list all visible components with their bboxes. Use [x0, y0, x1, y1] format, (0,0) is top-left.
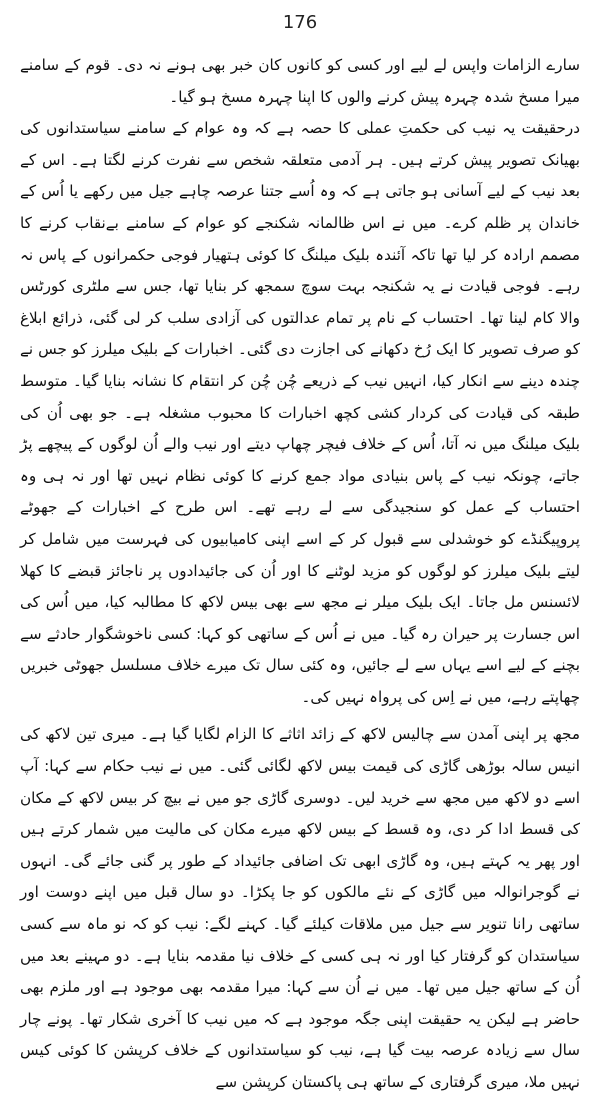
paragraph-1: سارے الزامات واپس لے لیے اور کسی کو کانوں کان خبر بھی ہونے نہ دی۔ قوم کے سامنے میرا مسخ شدہ چہرہ پیش کرنے والوں کا اپنا چہرہ مسخ ہو گیا۔	[20, 56, 580, 106]
page-number: 176	[282, 12, 318, 33]
paragraph-2: درحقیقت یہ نیب کی حکمتِ عملی کا حصہ ہے کہ وہ عوام کے سامنے سیاستدانوں کی بھیانک تصویر پیش کرتے ہیں۔ ہر آدمی متعلقہ شخص سے نفرت کرنے لگتا ہے۔ اس کے بعد نیب کے لیے آسانی ہو جاتی ہے کہ وہ اُسے جتنا عرصہ چاہے جیل میں رکھے یا اُس کے خاندان پر ظلم کرے۔ میں نے اس ظالمانہ شکنجے کو عوام کے سامنے بےنقاب کرنے کا مصمم ارادہ کر لیا تھا تاکہ آئندہ بلیک میلنگ کا کوئی ہتھیار فوجی حکمرانوں کے پاس نہ رہے۔ فوجی قیادت نے یہ شکنجہ بہت سوچ سمجھ کر بنایا تھا، جس سے ملٹری کورٹس والا کام لینا تھا۔ احتساب کے نام پر تمام عدالتوں کی آزادی سلب کر لی گئی، ذرائع ابلاغ کو صرف تصویر کا ایک رُخ دکھانے کی اجازت دی گئی۔ اخبارات کے بلیک میلرز کو جس نے چندہ دینے سے انکار کیا، انہیں نیب کے ذریعے چُن چُن کر انتقام کا نشانہ بنایا گیا۔ متوسط طبقہ کی قیادت کی کردار کشی کچھ اخبارات کا محبوب مشغلہ ہے۔ جو بھی اُن کی بلیک میلنگ میں نہ آتا، اُس کے خلاف فیچر چھاپ دیتے اور نیب والے اُن لوگوں کے پیچھے پڑ جاتے، چونکہ نیب کے پاس بنیادی مواد جمع کرنے کا کوئی نظام نہیں تھا اور نہ ہی وہ احتساب کے عمل کو سنجیدگی سے لے رہے تھے۔ اس طرح کے اخبارات کے جھوٹے پروپیگنڈے کو خوشدلی سے قبول کر کے اسے اپنی کامیابیوں کی فہرست میں شامل کر لیتے بلیک میلرز کو لوگوں کو مزید لوٹنے کا اور اُن کی جائیدادوں پر ناجائز قبضے کا کھلا لائسنس مل جاتا۔ ایک بلیک میلر نے مجھ سے بھی بیس لاکھ کا مطالبہ کیا، میں اُس کی اس جسارت پر حیران رہ گیا۔ میں نے اُس کے ساتھی کو کہا: کسی ناخوشگوار حادثے سے بچنے کے لیے اسے یہاں سے لے جائیں، وہ کئی سال تک میرے خلاف مسلسل جھوٹی خبریں چھاپتے رہے، میں نے اِس کی پرواہ نہیں کی۔	[20, 119, 580, 706]
paragraph-3: مجھ پر اپنی آمدن سے چالیس لاکھ کے زائد اثاثے کا الزام لگایا گیا ہے۔ میری تین لاکھ کی انیس سالہ بوڑھی گاڑی کی قیمت بیس لاکھ لگائی گئی۔ میں نے نیب حکام سے کہا: آپ اسے دو لاکھ میں مجھ سے خرید لیں۔ دوسری گاڑی جو میں نے بیچ کر بیس لاکھ کے مکان کی قسط ادا کر دی، وہ قسط کے بیس لاکھ میرے مکان کی مالیت میں شمار کرتے ہیں اور پھر یہ کہتے ہیں، وہ گاڑی ابھی تک اضافی جائیداد کے طور پر گنی جائے گی۔ انہوں نے گوجرانوالہ میں گاڑی کے نئے مالکوں کو جا پکڑا۔ دو سال قبل میں اپنے دوست اور ساتھی رانا تنویر سے جیل میں ملاقات کیلئے گیا۔ کہنے لگے: نیب کو کہ نو ماہ سے کسی سیاستدان کو گرفتار کیا اور نہ ہی کسی کے خلاف نیا مقدمہ بنایا ہے۔ دو مہینے بعد میں اُن کے ساتھ جیل میں تھا۔ میں نے اُن سے کہا: میرا مقدمہ بھی موجود ہے اور ملزم بھی حاضر ہے لیکن یہ حقیقت اپنی جگہ موجود ہے کہ میں نیب کا آخری شکار تھا۔ پونے چار سال سے زیادہ عرصہ بیت گیا ہے، نیب کو سیاستدانوں کے خلاف کرپشن کا کوئی کیس نہیں ملا، میری گرفتاری کے ساتھ ہی پاکستان کرپشن سے	[20, 725, 580, 1091]
body-text	[20, 50, 580, 1099]
